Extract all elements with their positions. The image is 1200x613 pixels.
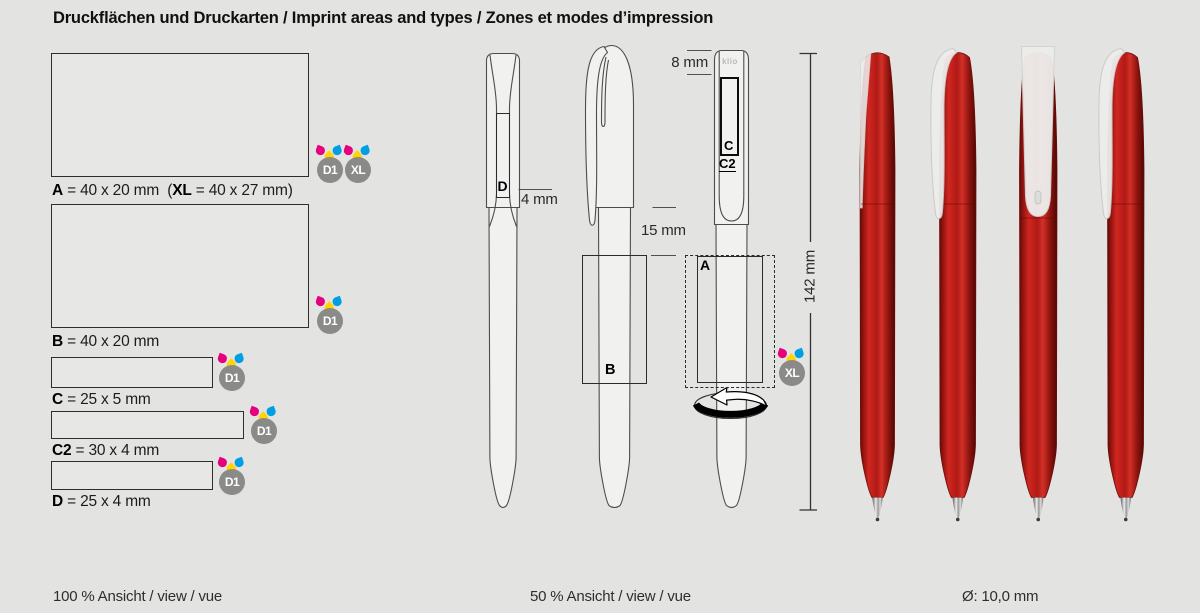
area-key-d: D [52,493,63,510]
footer-scale-50: 50 % Ansicht / view / vue [530,588,691,605]
print-type-label-xl: XL [345,157,371,183]
pen-front-barrel [489,208,517,508]
area-key-c2: C2 [52,442,72,459]
area-size-xl: = 40 x 27 mm [195,182,288,199]
red-pen-1 [860,52,895,521]
area-key-b: B [52,333,63,350]
area-size-c2: = 30 x 4 mm [75,442,160,459]
red-pen-4 [1099,49,1144,522]
area-key-a: A [52,182,63,199]
print-type-label-d1: D1 [219,469,245,495]
zone-rect-a [697,256,763,383]
print-type-label-d1: D1 [219,365,245,391]
red-pen-3 [1020,47,1058,522]
area-key-xl: XL [172,182,192,199]
area-size-a: = 40 x 20 mm [67,182,160,199]
imprint-area-box-c2 [51,411,244,439]
footer-diameter: Ø: 10,0 mm [962,588,1039,605]
clip-slot [1035,191,1041,204]
ink-drop-cyan-icon [794,348,805,359]
brand-logo: klio [722,57,738,66]
area-size-c: = 25 x 5 mm [67,391,151,408]
print-type-icon-xl [342,145,376,183]
ink-drop-cyan-icon [360,145,371,156]
print-type-icon-xl [776,348,810,386]
imprint-area-label-c [52,391,151,409]
ink-drop-cyan-icon [332,296,343,307]
page-title: Druckflächen und Druckarten / Imprint areas and types / Zones et modes d’impression [53,9,714,27]
zone-label-d: D [497,178,508,194]
print-type-icon-d1 [216,457,250,495]
imprint-area-box-a [51,53,309,177]
dim-15mm: 15 mm [641,222,686,239]
ink-drop-cyan-icon [234,353,245,364]
imprint-area-box-c [51,357,213,388]
imprint-area-box-b [51,204,309,328]
imprint-area-box-d [51,461,213,490]
print-type-icon-d1 [314,296,348,334]
dim-4mm: 4 mm [521,191,558,208]
area-size-b: = 40 x 20 mm [67,333,160,350]
print-type-label-xl: XL [779,360,805,386]
print-type-icon-d1 [216,353,250,391]
dim-8mm: 8 mm [671,54,708,71]
imprint-area-label-d [52,493,151,511]
imprint-area-label-b [52,333,159,351]
area-size-d: = 25 x 4 mm [67,493,151,510]
print-type-icon-d1 [248,406,282,444]
red-pen-2 [931,49,976,522]
ink-drop-cyan-icon [234,457,245,468]
imprint-area-label-c2 [52,442,159,460]
zone-label-c2: C2 [719,156,736,171]
zone-label-c: C [724,138,734,153]
zone-label-a: A [700,257,711,273]
imprint-area-label-a [52,182,293,200]
red-pen-renderings [845,40,1175,532]
footer-scale-100: 100 % Ansicht / view / vue [53,588,223,605]
print-type-label-d1: D1 [251,418,277,444]
print-type-label-d1: D1 [317,157,343,183]
pen-technical-drawing [470,38,840,520]
dim-142mm: 142 mm [801,250,819,303]
paren: ) [287,182,293,199]
print-type-label-d1: D1 [317,308,343,334]
area-key-c: C [52,391,63,408]
paren: ( [167,182,173,199]
zone-label-b: B [605,362,616,378]
ink-drop-cyan-icon [266,406,277,417]
